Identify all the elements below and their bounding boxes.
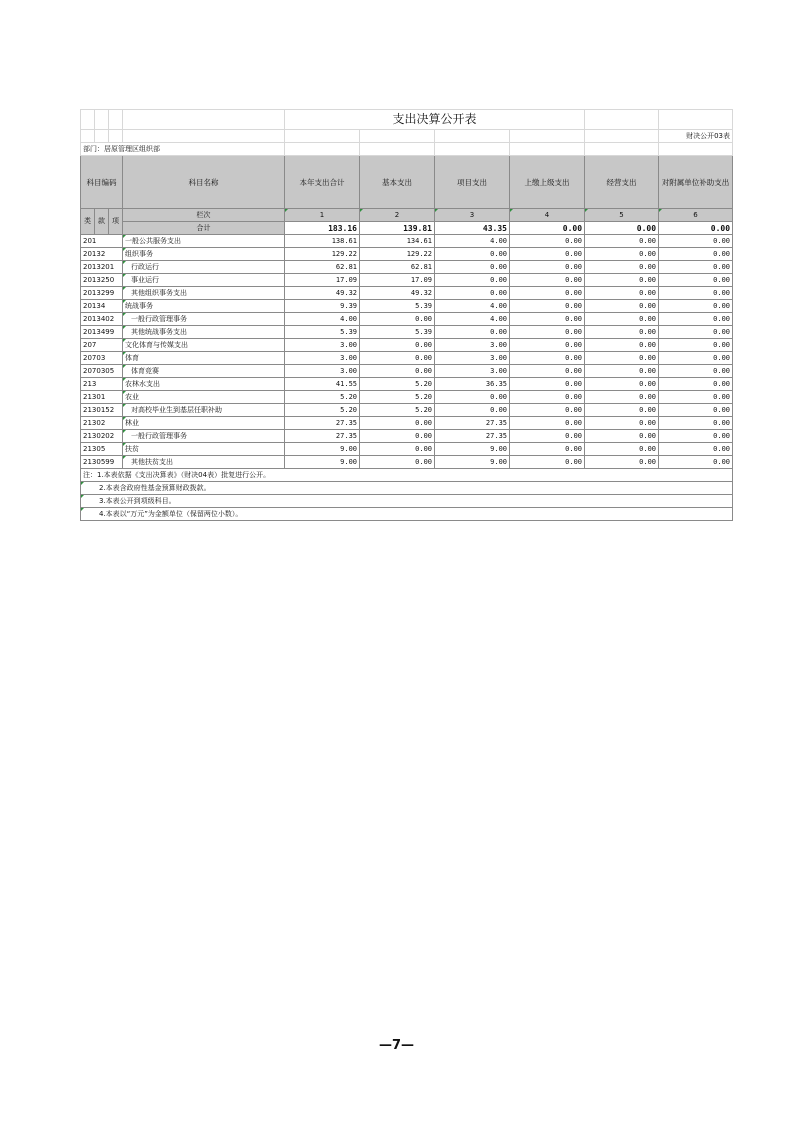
subject-name: 对高校毕业生到基层任职补助 [123, 404, 285, 417]
amount-cell: 129.22 [285, 248, 360, 261]
amount-cell: 0.00 [510, 430, 585, 443]
total-value: 183.16 [285, 222, 360, 235]
amount-cell: 0.00 [585, 352, 659, 365]
subject-code: 207 [81, 339, 123, 352]
subject-name: 行政运行 [123, 261, 285, 274]
amount-cell: 0.00 [510, 404, 585, 417]
amount-cell: 0.00 [510, 352, 585, 365]
subject-code: 20132 [81, 248, 123, 261]
amount-cell: 36.35 [435, 378, 510, 391]
subject-name: 农林水支出 [123, 378, 285, 391]
amount-cell: 0.00 [585, 287, 659, 300]
note-row [81, 508, 733, 521]
amount-cell: 0.00 [585, 339, 659, 352]
header-col1: 本年支出合计 [285, 156, 360, 209]
amount-cell: 0.00 [659, 352, 733, 365]
amount-cell: 0.00 [435, 326, 510, 339]
note-row [81, 495, 733, 508]
amount-cell: 0.00 [659, 287, 733, 300]
header-row [81, 156, 733, 209]
total-value: 139.81 [360, 222, 435, 235]
amount-cell: 0.00 [659, 326, 733, 339]
amount-cell: 41.55 [285, 378, 360, 391]
amount-cell: 0.00 [360, 352, 435, 365]
table-row [81, 235, 733, 248]
table-row [81, 378, 733, 391]
amount-cell: 0.00 [360, 313, 435, 326]
amount-cell: 3.00 [435, 339, 510, 352]
subject-name: 其他组织事务支出 [123, 287, 285, 300]
note-row [81, 469, 733, 482]
amount-cell: 0.00 [659, 430, 733, 443]
table-row [81, 365, 733, 378]
subject-name: 组织事务 [123, 248, 285, 261]
subject-name: 一般行政管理事务 [123, 313, 285, 326]
table-row [81, 287, 733, 300]
amount-cell: 129.22 [360, 248, 435, 261]
amount-cell: 0.00 [585, 443, 659, 456]
subject-code: 213 [81, 378, 123, 391]
total-label: 合计 [123, 222, 285, 235]
amount-cell: 0.00 [435, 287, 510, 300]
note-text: 3.本表公开到项级科目。 [81, 495, 733, 508]
amount-cell: 3.00 [285, 365, 360, 378]
note-row [81, 482, 733, 495]
col-number-1: 1 [285, 209, 360, 222]
subject-name: 事业运行 [123, 274, 285, 287]
amount-cell: 0.00 [659, 339, 733, 352]
amount-cell: 27.35 [285, 417, 360, 430]
subject-code: 21302 [81, 417, 123, 430]
amount-cell: 0.00 [659, 404, 733, 417]
form-code-row [81, 130, 733, 143]
table-row [81, 430, 733, 443]
header-kuan: 款 [95, 209, 109, 235]
amount-cell: 49.32 [360, 287, 435, 300]
header-name: 科目名称 [123, 156, 285, 209]
page-number: —7— [378, 1038, 415, 1053]
table-row [81, 352, 733, 365]
amount-cell: 4.00 [285, 313, 360, 326]
table-row [81, 391, 733, 404]
amount-cell: 0.00 [659, 235, 733, 248]
amount-cell: 49.32 [285, 287, 360, 300]
amount-cell: 0.00 [585, 365, 659, 378]
subject-name: 林业 [123, 417, 285, 430]
subject-name: 一般公共服务支出 [123, 235, 285, 248]
amount-cell: 0.00 [360, 430, 435, 443]
col-number-2: 2 [360, 209, 435, 222]
amount-cell: 0.00 [510, 235, 585, 248]
amount-cell: 0.00 [659, 391, 733, 404]
page-title: 支出决算公开表 [285, 110, 585, 130]
amount-cell: 27.35 [435, 417, 510, 430]
amount-cell: 3.00 [285, 339, 360, 352]
amount-cell: 0.00 [360, 456, 435, 469]
amount-cell: 0.00 [360, 417, 435, 430]
amount-cell: 0.00 [585, 300, 659, 313]
amount-cell: 27.35 [435, 430, 510, 443]
amount-cell: 138.61 [285, 235, 360, 248]
note-text: 4.本表以“万元”为金额单位（保留两位小数）。 [81, 508, 733, 521]
header-col2: 基本支出 [360, 156, 435, 209]
subject-code: 201 [81, 235, 123, 248]
amount-cell: 0.00 [659, 300, 733, 313]
subject-name: 一般行政管理事务 [123, 430, 285, 443]
col-number-4: 4 [510, 209, 585, 222]
amount-cell: 0.00 [510, 417, 585, 430]
subject-code: 20703 [81, 352, 123, 365]
amount-cell: 0.00 [510, 274, 585, 287]
amount-cell: 0.00 [659, 313, 733, 326]
amount-cell: 62.81 [360, 261, 435, 274]
amount-cell: 0.00 [435, 261, 510, 274]
amount-cell: 5.20 [360, 391, 435, 404]
total-value: 43.35 [435, 222, 510, 235]
subject-code: 20134 [81, 300, 123, 313]
amount-cell: 62.81 [285, 261, 360, 274]
amount-cell: 0.00 [659, 443, 733, 456]
amount-cell: 0.00 [510, 248, 585, 261]
amount-cell: 0.00 [659, 274, 733, 287]
amount-cell: 17.09 [285, 274, 360, 287]
header-col5: 经营支出 [585, 156, 659, 209]
total-row [81, 222, 733, 235]
amount-cell: 0.00 [585, 261, 659, 274]
subject-code: 2130599 [81, 456, 123, 469]
subject-name: 文化体育与传媒支出 [123, 339, 285, 352]
header-lei: 类 [81, 209, 95, 235]
header-col6: 对附属单位补助支出 [659, 156, 733, 209]
subject-name: 扶贫 [123, 443, 285, 456]
subject-code: 2130152 [81, 404, 123, 417]
amount-cell: 9.00 [435, 456, 510, 469]
subject-name: 统战事务 [123, 300, 285, 313]
subject-code: 21301 [81, 391, 123, 404]
amount-cell: 0.00 [659, 378, 733, 391]
data-rows [81, 235, 733, 469]
amount-cell: 0.00 [360, 443, 435, 456]
subject-code: 2013201 [81, 261, 123, 274]
amount-cell: 0.00 [510, 261, 585, 274]
amount-cell: 5.39 [360, 326, 435, 339]
table-row [81, 339, 733, 352]
title-row [81, 110, 733, 130]
table-row [81, 443, 733, 456]
department-label: 部门：居原管理区组织部 [81, 143, 285, 156]
amount-cell: 0.00 [510, 378, 585, 391]
amount-cell: 0.00 [510, 300, 585, 313]
subject-code: 2013299 [81, 287, 123, 300]
amount-cell: 0.00 [585, 378, 659, 391]
amount-cell: 0.00 [585, 313, 659, 326]
col-number-3: 3 [435, 209, 510, 222]
amount-cell: 17.09 [360, 274, 435, 287]
form-code: 财决公开03表 [659, 130, 733, 143]
amount-cell: 9.00 [435, 443, 510, 456]
amount-cell: 0.00 [659, 261, 733, 274]
table-row [81, 300, 733, 313]
amount-cell: 3.00 [435, 365, 510, 378]
col-number-6: 6 [659, 209, 733, 222]
amount-cell: 0.00 [659, 417, 733, 430]
lanci-label: 栏次 [123, 209, 285, 222]
amount-cell: 5.20 [285, 391, 360, 404]
amount-cell: 4.00 [435, 300, 510, 313]
amount-cell: 0.00 [510, 339, 585, 352]
amount-cell: 5.39 [285, 326, 360, 339]
lanci-row [81, 209, 733, 222]
amount-cell: 4.00 [435, 313, 510, 326]
total-value: 0.00 [510, 222, 585, 235]
table-row [81, 456, 733, 469]
amount-cell: 9.00 [285, 443, 360, 456]
amount-cell: 5.20 [360, 404, 435, 417]
amount-cell: 4.00 [435, 235, 510, 248]
amount-cell: 0.00 [659, 456, 733, 469]
amount-cell: 5.20 [360, 378, 435, 391]
table-row [81, 274, 733, 287]
amount-cell: 0.00 [585, 326, 659, 339]
subject-code: 2130202 [81, 430, 123, 443]
amount-cell: 0.00 [510, 443, 585, 456]
amount-cell: 0.00 [435, 248, 510, 261]
amount-cell: 27.35 [285, 430, 360, 443]
expenditure-sheet [80, 109, 732, 521]
subject-code: 2070305 [81, 365, 123, 378]
subject-code: 2013499 [81, 326, 123, 339]
amount-cell: 0.00 [585, 274, 659, 287]
amount-cell: 0.00 [585, 391, 659, 404]
amount-cell: 5.20 [285, 404, 360, 417]
subject-name: 农业 [123, 391, 285, 404]
amount-cell: 3.00 [285, 352, 360, 365]
subject-name: 体育竞赛 [123, 365, 285, 378]
amount-cell: 0.00 [585, 456, 659, 469]
department-row [81, 143, 733, 156]
amount-cell: 9.39 [285, 300, 360, 313]
amount-cell: 5.39 [360, 300, 435, 313]
amount-cell: 0.00 [659, 365, 733, 378]
amount-cell: 0.00 [360, 365, 435, 378]
header-xiang: 项 [109, 209, 123, 235]
note-text: 2.本表含政府性基金预算财政拨款。 [81, 482, 733, 495]
table-row [81, 261, 733, 274]
amount-cell: 0.00 [510, 365, 585, 378]
header-col3: 项目支出 [435, 156, 510, 209]
subject-code: 2013250 [81, 274, 123, 287]
amount-cell: 0.00 [585, 417, 659, 430]
total-value: 0.00 [659, 222, 733, 235]
subject-code: 21305 [81, 443, 123, 456]
table-row [81, 326, 733, 339]
expenditure-table [80, 109, 733, 521]
table-row [81, 248, 733, 261]
amount-cell: 0.00 [659, 248, 733, 261]
subject-name: 其他扶贫支出 [123, 456, 285, 469]
amount-cell: 0.00 [585, 404, 659, 417]
table-row [81, 313, 733, 326]
amount-cell: 0.00 [435, 391, 510, 404]
amount-cell: 3.00 [435, 352, 510, 365]
total-value: 0.00 [585, 222, 659, 235]
amount-cell: 0.00 [510, 287, 585, 300]
header-code: 科目编码 [81, 156, 123, 209]
amount-cell: 0.00 [510, 313, 585, 326]
subject-name: 其他统战事务支出 [123, 326, 285, 339]
amount-cell: 0.00 [435, 274, 510, 287]
header-col4: 上缴上级支出 [510, 156, 585, 209]
table-row [81, 417, 733, 430]
amount-cell: 0.00 [510, 391, 585, 404]
amount-cell: 0.00 [585, 430, 659, 443]
amount-cell: 0.00 [510, 456, 585, 469]
col-number-5: 5 [585, 209, 659, 222]
amount-cell: 0.00 [585, 235, 659, 248]
amount-cell: 134.61 [360, 235, 435, 248]
amount-cell: 0.00 [510, 326, 585, 339]
table-row [81, 404, 733, 417]
note-text: 注：1.本表依据《支出决算表》（财决04表）批复进行公开。 [81, 469, 733, 482]
amount-cell: 0.00 [435, 404, 510, 417]
subject-name: 体育 [123, 352, 285, 365]
subject-code: 2013402 [81, 313, 123, 326]
amount-cell: 0.00 [585, 248, 659, 261]
amount-cell: 9.00 [285, 456, 360, 469]
amount-cell: 0.00 [360, 339, 435, 352]
